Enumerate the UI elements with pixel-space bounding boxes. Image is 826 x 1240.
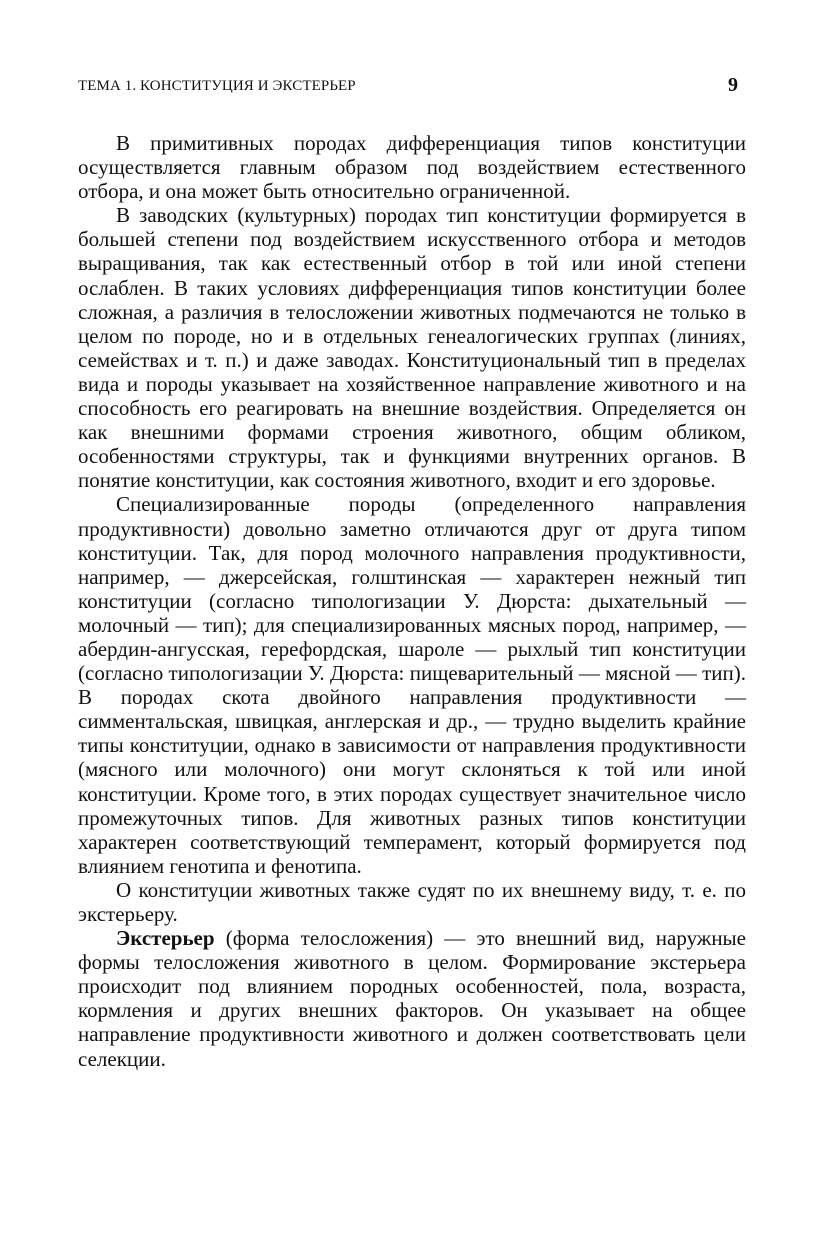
book-page <box>78 0 746 1240</box>
page-number: 9 <box>728 74 738 96</box>
exterior-definition-text: (форма телосложения) — это внешний вид, наружные формы телосложения животного в целом. Формирование экстерьера происходит под влиянием породных особенностей, пола, возраста, кормления и других внешних факторов. Он указывает на общее направление продуктивности животного и должен соответствовать цели селекции. <box>78 926 746 1071</box>
term-exterior: Экстерьер <box>116 926 215 951</box>
running-title: ТЕМА 1. КОНСТИТУЦИЯ И ЭКСТЕРЬЕР <box>78 78 356 94</box>
paragraph-cultured-breeds: В заводских (культурных) породах тип конституции формируется в большей степени под воздействием искусственного отбора и методов выращивания, так как естественный отбор в той или иной степени ослаблен. В таких условиях дифференциация типов конституции более сложная, а различия в телосложении животных подмечаются не только в целом по породе, но и в отдельных генеалогических группах (линиях, семействах и т. п.) и даже заводах. Конституциональный тип в пределах вида и породы указывает на хозяйственное направление животного и на способность его реагировать на внешние воздействия. Определяется он как внешними формами строения животного, общим обликом, особенностями структуры, так и функциями внутренних органов. В понятие конституции, как состояния животного, входит и его здоровье. <box>78 203 746 493</box>
paragraph-specialized-breeds: Специализированные породы (определенного направления продуктивности) довольно заметно отличаются друг от друга типом конституции. Так, для пород молочного направления продуктивности, например, — джерсейская, голштинская — характерен нежный тип конституции (согласно типологизации У. Дюрста: дыхательный — молочный — тип); для специализированных мясных пород, например, — абердин-ангусская, герефордская, шароле — рыхлый тип конституции (согласно типологизации У. Дюрста: пищеварительный — мясной — тип). В породах скота двойного направления продуктивности — симментальская, швицкая, англерская и др., — трудно выделить крайние типы конституции, однако в зависимости от направления продуктивности (мясного или молочного) они могут склоняться к той или иной конституции. Кроме того, в этих породах существует значительное число промежуточных типов. Для животных разных типов конституции характерен соответствующий темперамент, который формируется под влиянием генотипа и фенотипа. <box>78 492 746 878</box>
paragraph-primitive-breeds: В примитивных породах дифференциация типов конституции осуществляется главным образом под воздействием естественного отбора, и она может быть относительно ограниченной. <box>78 131 746 204</box>
running-header <box>78 72 746 102</box>
paragraph-exterior-definition <box>78 926 746 1071</box>
paragraph-exterior-intro: О конституции животных также судят по их внешнему виду, т. е. по экстерьеру. <box>78 877 746 926</box>
body-text <box>78 131 746 1071</box>
